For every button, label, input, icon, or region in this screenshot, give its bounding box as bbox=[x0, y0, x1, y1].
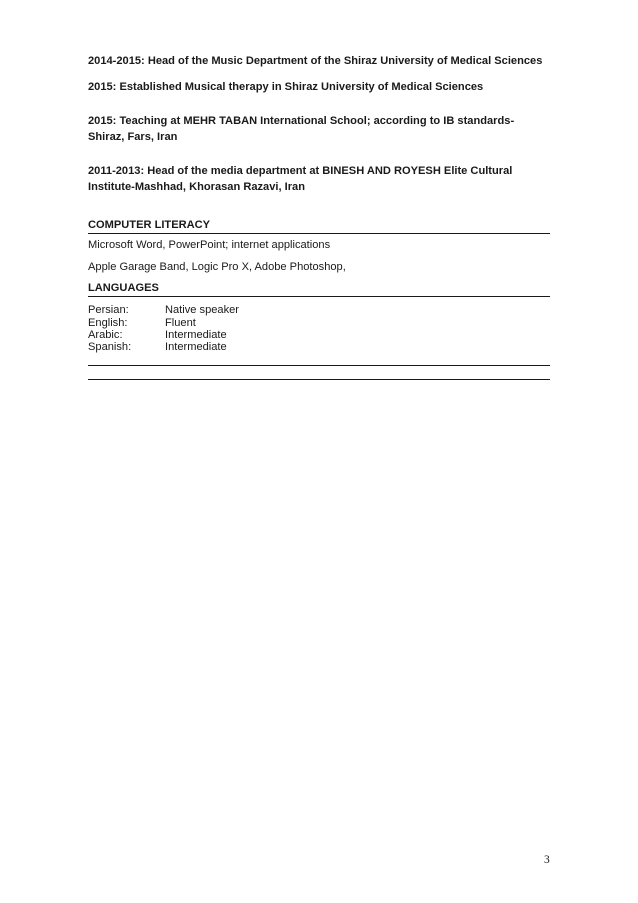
language-row bbox=[88, 304, 239, 316]
language-level: Intermediate bbox=[165, 341, 227, 353]
computer-literacy-line: Microsoft Word, PowerPoint; internet applications bbox=[88, 239, 331, 251]
computer-literacy-line: Apple Garage Band, Logic Pro X, Adobe Photoshop, bbox=[88, 261, 346, 273]
entry-mehr-taban-teaching: 2015: Teaching at MEHR TABAN International School; according to IB standards-Shiraz, Fars, Iran bbox=[88, 115, 515, 143]
entry-music-department: 2014-2015: Head of the Music Department of the Shiraz University of Medical Sciences bbox=[88, 55, 543, 67]
language-level: Native speaker bbox=[165, 304, 239, 316]
language-row bbox=[88, 341, 227, 353]
language-name: Persian: bbox=[88, 304, 129, 316]
divider-line bbox=[88, 379, 550, 380]
page-number: 3 bbox=[544, 854, 550, 866]
language-row bbox=[88, 317, 196, 329]
language-row bbox=[88, 329, 227, 341]
languages-heading: LANGUAGES bbox=[88, 281, 550, 297]
language-name: English: bbox=[88, 317, 128, 329]
language-name: Spanish: bbox=[88, 341, 132, 353]
computer-literacy-heading: COMPUTER LITERACY bbox=[88, 218, 550, 234]
language-level: Fluent bbox=[165, 317, 196, 329]
entry-musical-therapy: 2015: Established Musical therapy in Shiraz University of Medical Sciences bbox=[88, 81, 484, 93]
language-level: Intermediate bbox=[165, 329, 227, 341]
entry-media-department: 2011-2013: Head of the media department at BINESH AND ROYESH Elite Cultural Institute-Mashhad, Khorasan Razavi, Iran bbox=[88, 165, 513, 193]
divider-line bbox=[88, 365, 550, 366]
language-name: Arabic: bbox=[88, 329, 123, 341]
